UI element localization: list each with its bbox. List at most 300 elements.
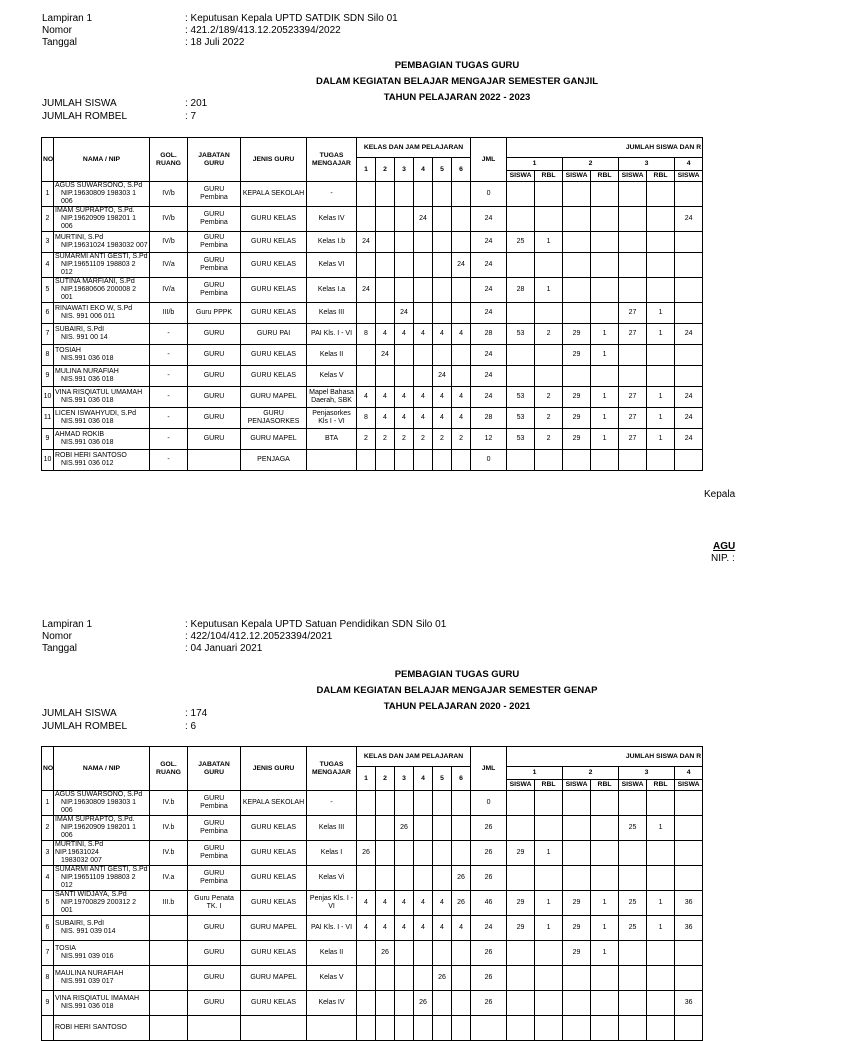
cell-jabatan: GURU	[188, 991, 241, 1016]
cell-jml: 24	[471, 303, 507, 324]
cell-kelas-jam	[452, 366, 471, 387]
table-row	[42, 941, 703, 966]
cell-tugas: Kelas IV	[307, 207, 357, 232]
cell-kelas-jam	[414, 278, 433, 303]
cell-kelas-jam	[433, 278, 452, 303]
cell-kelas-jam: 26	[452, 891, 471, 916]
col-jml: JML	[471, 138, 507, 182]
cell-kelas-jam	[414, 232, 433, 253]
teacher-nip: NIP.19620909 198201 1 006	[61, 215, 136, 230]
table-row	[42, 182, 703, 207]
cell-siswa: 53	[507, 429, 535, 450]
col-kelas: 1	[357, 767, 376, 791]
cell-kelas-jam	[395, 253, 414, 278]
cell-siswa	[535, 816, 563, 841]
cell-siswa: 24	[675, 408, 703, 429]
cell-kelas-jam	[357, 1016, 376, 1041]
col-jabatan: JABATAN GURU	[188, 138, 241, 182]
cell-kelas-jam	[395, 841, 414, 866]
col-tugas: TUGAS MENGAJAR	[307, 138, 357, 182]
teacher-nip: NIP.19631024 1983032 007	[61, 242, 148, 249]
cell-tugas: Kelas III	[307, 303, 357, 324]
cell-nama	[54, 182, 150, 207]
sign-nip: NIP. :	[711, 553, 735, 564]
cell-kelas-jam: 26	[357, 841, 376, 866]
col-siswa-sub: SISWA	[619, 171, 647, 182]
header-label: Nomor	[42, 25, 73, 36]
cell-tugas: PAI Kls. I - VI	[307, 916, 357, 941]
cell-nama	[54, 408, 150, 429]
cell-siswa	[647, 182, 675, 207]
table-row	[42, 303, 703, 324]
cell-jenis: GURU KELAS	[241, 345, 307, 366]
cell-siswa	[675, 866, 703, 891]
cell-kelas-jam	[452, 182, 471, 207]
cell-siswa: 1	[591, 429, 619, 450]
cell-kelas-jam	[357, 366, 376, 387]
cell-nama	[54, 450, 150, 471]
cell-kelas-jam: 26	[414, 991, 433, 1016]
cell-jml: 24	[471, 207, 507, 232]
cell-siswa: 36	[675, 991, 703, 1016]
table-row	[42, 450, 703, 471]
cell-siswa	[507, 991, 535, 1016]
cell-kelas-jam: 4	[376, 891, 395, 916]
cell-tugas: Kelas IV	[307, 991, 357, 1016]
cell-siswa	[535, 303, 563, 324]
cell-siswa: 27	[619, 324, 647, 345]
teacher-name: TOSIAH	[55, 347, 81, 354]
cell-kelas-jam: 24	[452, 253, 471, 278]
table-row	[42, 966, 703, 991]
cell-siswa: 29	[563, 891, 591, 916]
title-line: TAHUN PELAJARAN 2022 - 2023	[383, 92, 531, 103]
title-line: TAHUN PELAJARAN 2020 - 2021	[383, 701, 531, 712]
cell-kelas-jam	[433, 941, 452, 966]
cell-kelas-jam	[376, 207, 395, 232]
cell-kelas-jam	[452, 991, 471, 1016]
cell-siswa	[647, 278, 675, 303]
cell-nama	[54, 841, 150, 866]
header-row	[42, 720, 207, 733]
cell-gol: III.b	[150, 891, 188, 916]
table-row	[42, 429, 703, 450]
cell-siswa	[647, 253, 675, 278]
teacher-name: MAULINA NURAFIAH	[55, 970, 124, 977]
cell-nama	[54, 387, 150, 408]
header-value: : Keputusan Kepala UPTD Satuan Pendidikan SDN Silo 01	[185, 619, 447, 630]
cell-nama	[54, 966, 150, 991]
cell-siswa	[591, 450, 619, 471]
teacher-name: SANTI WIDJAYA, S.Pd	[55, 891, 127, 898]
cell-kelas-jam	[414, 966, 433, 991]
title-line: DALAM KEGIATAN BELAJAR MENGAJAR SEMESTER GANJIL	[315, 76, 599, 87]
cell-jenis: GURU PENJASORKES	[241, 408, 307, 429]
cell-kelas-jam: 4	[414, 916, 433, 941]
cell-gol: -	[150, 324, 188, 345]
col-siswa-kelas: 4	[675, 767, 703, 780]
teacher-nip: NIS.991 036 018	[61, 397, 114, 404]
cell-jabatan: GURU Pembina	[188, 841, 241, 866]
cell-jml: 26	[471, 866, 507, 891]
cell-jml: 0	[471, 450, 507, 471]
table-row	[42, 232, 703, 253]
teacher-name: AHMAD ROKIB	[55, 431, 105, 438]
header-row	[42, 13, 398, 25]
cell-siswa	[591, 966, 619, 991]
cell-siswa	[647, 866, 675, 891]
cell-siswa: 28	[507, 278, 535, 303]
cell-siswa	[507, 366, 535, 387]
table-row	[42, 207, 703, 232]
teacher-name: SUTINA MARFIANI, S.Pd	[55, 278, 135, 285]
cell-tugas: Kelas Vi	[307, 866, 357, 891]
cell-jenis: GURU KELAS	[241, 816, 307, 841]
cell-gol: -	[150, 387, 188, 408]
col-siswa-sub: RBL	[647, 780, 675, 791]
cell-nama	[54, 791, 150, 816]
cell-kelas-jam: 26	[433, 966, 452, 991]
cell-kelas-jam	[376, 182, 395, 207]
cell-siswa	[675, 1016, 703, 1041]
cell-kelas-jam	[357, 991, 376, 1016]
col-kelas: 6	[452, 158, 471, 182]
cell-kelas-jam	[433, 253, 452, 278]
cell-jenis: GURU KELAS	[241, 253, 307, 278]
cell-siswa: 53	[507, 408, 535, 429]
cell-kelas-jam: 24	[395, 303, 414, 324]
cell-siswa	[619, 966, 647, 991]
header-value: : 421.2/189/413.12.20523394/2022	[185, 25, 341, 36]
cell-kelas-jam	[376, 841, 395, 866]
cell-siswa: 29	[563, 429, 591, 450]
header-value: : 18 Juli 2022	[185, 37, 245, 48]
cell-siswa	[619, 791, 647, 816]
col-jml: JML	[471, 747, 507, 791]
cell-jenis: PENJAGA	[241, 450, 307, 471]
cell-tugas: Kelas III	[307, 816, 357, 841]
cell-kelas-jam	[452, 841, 471, 866]
table-row	[42, 991, 703, 1016]
teacher-name: SUBAIRI, S.PdI	[55, 326, 105, 333]
cell-jml: 12	[471, 429, 507, 450]
teacher-nip: NIS.991 036 018	[61, 1003, 114, 1010]
cell-kelas-jam: 4	[376, 916, 395, 941]
cell-siswa	[619, 182, 647, 207]
cell-tugas	[307, 1016, 357, 1041]
teacher-nip: NIS. 991 00 14	[61, 334, 108, 341]
table-row	[42, 366, 703, 387]
title-line: PEMBAGIAN TUGAS GURU	[394, 60, 520, 71]
col-kelas: 3	[395, 158, 414, 182]
cell-kelas-jam: 4	[414, 891, 433, 916]
teacher-name: ROBI HERI SANTOSO	[55, 1024, 127, 1031]
cell-siswa	[591, 816, 619, 841]
cell-kelas-jam	[376, 303, 395, 324]
cell-kelas-jam	[452, 941, 471, 966]
cell-kelas-jam: 4	[433, 387, 452, 408]
doc1-summary	[42, 97, 207, 123]
cell-kelas-jam: 2	[357, 429, 376, 450]
title-line: DALAM KEGIATAN BELAJAR MENGAJAR SEMESTER GENAP	[316, 685, 598, 696]
cell-kelas-jam	[357, 866, 376, 891]
cell-no: 6	[42, 303, 54, 324]
cell-kelas-jam	[376, 866, 395, 891]
cell-kelas-jam	[357, 816, 376, 841]
cell-jml: 24	[471, 916, 507, 941]
cell-siswa	[507, 966, 535, 991]
col-siswa-sub: SISWA	[563, 171, 591, 182]
cell-siswa: 1	[647, 303, 675, 324]
col-gol: GOL. RUANG	[150, 747, 188, 791]
cell-siswa	[563, 866, 591, 891]
cell-kelas-jam	[433, 303, 452, 324]
cell-gol: IV/a	[150, 278, 188, 303]
table-row	[42, 387, 703, 408]
cell-gol	[150, 991, 188, 1016]
cell-siswa	[507, 345, 535, 366]
cell-jenis: GURU MAPEL	[241, 916, 307, 941]
cell-no: 4	[42, 253, 54, 278]
cell-no: 1	[42, 182, 54, 207]
cell-kelas-jam: 4	[452, 916, 471, 941]
cell-gol	[150, 916, 188, 941]
cell-siswa	[647, 450, 675, 471]
cell-jenis	[241, 1016, 307, 1041]
header-value: : 04 Januari 2021	[185, 643, 263, 654]
cell-siswa: 29	[507, 891, 535, 916]
cell-siswa: 29	[563, 324, 591, 345]
cell-kelas-jam	[357, 303, 376, 324]
cell-siswa	[675, 841, 703, 866]
table-row	[42, 324, 703, 345]
cell-jenis: KEPALA SEKOLAH	[241, 791, 307, 816]
cell-siswa	[563, 366, 591, 387]
cell-gol: IV/b	[150, 182, 188, 207]
cell-siswa: 29	[507, 916, 535, 941]
cell-siswa	[647, 207, 675, 232]
cell-siswa: 2	[535, 324, 563, 345]
cell-no: 10	[42, 450, 54, 471]
header-row	[42, 97, 207, 110]
cell-jml: 28	[471, 408, 507, 429]
doc1-table-wrap	[0, 137, 736, 467]
cell-siswa	[507, 450, 535, 471]
cell-siswa	[535, 941, 563, 966]
cell-siswa	[563, 253, 591, 278]
cell-nama	[54, 941, 150, 966]
cell-kelas-jam	[414, 182, 433, 207]
cell-jabatan: GURU	[188, 345, 241, 366]
doc1-header	[42, 13, 398, 49]
cell-siswa: 1	[647, 408, 675, 429]
cell-jenis: GURU KELAS	[241, 207, 307, 232]
cell-siswa: 27	[619, 408, 647, 429]
cell-siswa: 1	[591, 916, 619, 941]
cell-kelas-jam	[414, 866, 433, 891]
cell-kelas-jam	[414, 345, 433, 366]
cell-siswa: 24	[675, 429, 703, 450]
cell-siswa	[591, 366, 619, 387]
cell-gol: -	[150, 366, 188, 387]
cell-siswa	[591, 866, 619, 891]
cell-kelas-jam	[433, 232, 452, 253]
col-nama: NAMA / NIP	[54, 747, 150, 791]
header-value: : Keputusan Kepala UPTD SATDIK SDN Silo 01	[185, 13, 398, 24]
header-label: JUMLAH ROMBEL	[42, 721, 128, 732]
cell-kelas-jam	[376, 278, 395, 303]
cell-siswa	[591, 303, 619, 324]
cell-siswa	[591, 182, 619, 207]
cell-siswa: 29	[507, 841, 535, 866]
cell-no: 10	[42, 387, 54, 408]
cell-siswa	[647, 345, 675, 366]
teacher-nip: NIP.19651109 198803 2 012	[61, 261, 136, 276]
cell-siswa	[619, 232, 647, 253]
cell-siswa	[675, 278, 703, 303]
col-kelas: 4	[414, 767, 433, 791]
cell-kelas-jam: 4	[452, 408, 471, 429]
teacher-name: VINA RISQIATUL IMAMAH	[55, 995, 140, 1002]
cell-kelas-jam: 24	[357, 232, 376, 253]
header-row	[42, 707, 207, 720]
teacher-name: AGUS SUWARSONO, S.Pd	[55, 182, 143, 189]
cell-tugas: BTA	[307, 429, 357, 450]
cell-siswa	[563, 303, 591, 324]
cell-kelas-jam	[376, 816, 395, 841]
cell-jabatan: GURU	[188, 408, 241, 429]
cell-siswa: 29	[563, 941, 591, 966]
cell-siswa	[591, 1016, 619, 1041]
col-kelas: 4	[414, 158, 433, 182]
cell-siswa	[535, 450, 563, 471]
col-siswa-group: JUMLAH SISWA DAN R	[507, 138, 703, 158]
cell-kelas-jam: 4	[357, 916, 376, 941]
cell-kelas-jam: 4	[376, 408, 395, 429]
col-siswa-sub: RBL	[591, 780, 619, 791]
cell-siswa	[675, 303, 703, 324]
cell-jenis: GURU KELAS	[241, 891, 307, 916]
cell-jml: 24	[471, 366, 507, 387]
cell-siswa: 27	[619, 387, 647, 408]
cell-kelas-jam	[357, 182, 376, 207]
table-row	[42, 816, 703, 841]
header-value: : 174	[185, 708, 208, 719]
cell-jenis: GURU KELAS	[241, 278, 307, 303]
title-line: PEMBAGIAN TUGAS GURU	[394, 669, 520, 680]
cell-kelas-jam	[414, 941, 433, 966]
cell-siswa: 1	[591, 408, 619, 429]
cell-nama	[54, 324, 150, 345]
cell-jml: 26	[471, 941, 507, 966]
col-siswa-kelas: 2	[563, 767, 619, 780]
cell-kelas-jam	[395, 1016, 414, 1041]
header-label: Nomor	[42, 631, 73, 642]
cell-kelas-jam: 4	[395, 324, 414, 345]
cell-siswa	[535, 207, 563, 232]
cell-kelas-jam	[395, 791, 414, 816]
cell-jml: 0	[471, 182, 507, 207]
cell-siswa	[507, 207, 535, 232]
cell-no: 3	[42, 841, 54, 866]
cell-kelas-jam: 4	[395, 408, 414, 429]
cell-siswa	[647, 991, 675, 1016]
col-nama: NAMA / NIP	[54, 138, 150, 182]
cell-siswa	[563, 966, 591, 991]
cell-gol: IV/b	[150, 207, 188, 232]
cell-siswa: 1	[647, 324, 675, 345]
cell-kelas-jam	[357, 791, 376, 816]
cell-siswa	[591, 278, 619, 303]
cell-siswa	[563, 816, 591, 841]
col-kelas: 5	[433, 158, 452, 182]
cell-kelas-jam: 26	[452, 866, 471, 891]
cell-no: 2	[42, 207, 54, 232]
cell-kelas-jam: 24	[414, 207, 433, 232]
cell-jabatan: GURU Pembina	[188, 253, 241, 278]
cell-gol	[150, 1016, 188, 1041]
cell-kelas-jam	[452, 966, 471, 991]
cell-no: 5	[42, 891, 54, 916]
cell-kelas-jam: 4	[414, 387, 433, 408]
cell-siswa	[507, 941, 535, 966]
cell-kelas-jam	[433, 841, 452, 866]
cell-no: 8	[42, 966, 54, 991]
table-row	[42, 345, 703, 366]
cell-kelas-jam	[395, 866, 414, 891]
cell-kelas-jam	[357, 450, 376, 471]
cell-kelas-jam	[395, 966, 414, 991]
cell-gol: -	[150, 345, 188, 366]
header-value: : 7	[185, 111, 197, 122]
cell-siswa: 1	[647, 429, 675, 450]
table-row	[42, 408, 703, 429]
cell-siswa	[535, 366, 563, 387]
cell-no: 9	[42, 366, 54, 387]
cell-jabatan	[188, 450, 241, 471]
cell-nama	[54, 866, 150, 891]
teacher-nip: NIP.19630809 198303 1 006	[61, 190, 136, 205]
cell-siswa	[675, 345, 703, 366]
cell-siswa	[563, 791, 591, 816]
cell-no: 7	[42, 324, 54, 345]
cell-kelas-jam	[414, 791, 433, 816]
cell-gol	[150, 966, 188, 991]
cell-siswa	[675, 941, 703, 966]
col-jenis: JENIS GURU	[241, 747, 307, 791]
cell-siswa	[619, 345, 647, 366]
cell-siswa	[535, 791, 563, 816]
cell-gol: III/b	[150, 303, 188, 324]
cell-kelas-jam: 4	[452, 324, 471, 345]
cell-kelas-jam	[414, 303, 433, 324]
cell-kelas-jam: 4	[452, 387, 471, 408]
cell-gol: IV.b	[150, 841, 188, 866]
cell-siswa	[563, 991, 591, 1016]
cell-kelas-jam: 2	[433, 429, 452, 450]
cell-tugas: Kelas II	[307, 941, 357, 966]
cell-siswa	[507, 1016, 535, 1041]
cell-kelas-jam: 4	[433, 324, 452, 345]
cell-kelas-jam: 4	[433, 916, 452, 941]
cell-jabatan: GURU Pembina	[188, 182, 241, 207]
cell-no: 5	[42, 278, 54, 303]
cell-jabatan: GURU Pembina	[188, 791, 241, 816]
cell-kelas-jam	[433, 207, 452, 232]
cell-kelas-jam	[395, 941, 414, 966]
cell-kelas-jam	[414, 1016, 433, 1041]
table-row	[42, 1016, 703, 1041]
